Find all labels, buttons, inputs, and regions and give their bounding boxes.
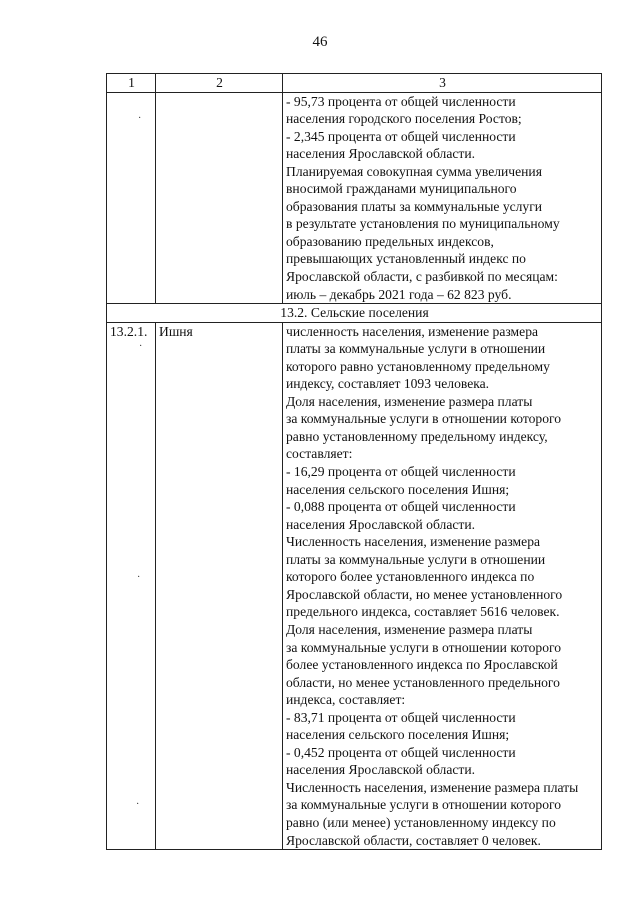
text-line: предельного индекса, составляет 5616 человек.: [286, 604, 560, 620]
section-title: 13.2. Сельские поселения: [107, 304, 602, 323]
text-line: населения Ярославской области.: [286, 146, 476, 162]
scan-speck: ·: [138, 113, 142, 124]
text-line: - 16,29 процента от общей численности: [286, 464, 516, 480]
text-line: индексу, составляет 1093 человека.: [286, 376, 490, 392]
text-line: Доля населения, изменение размера платы: [286, 621, 533, 637]
continuation-text: [286, 93, 599, 304]
text-line: равно (или менее) установленному индексу по: [286, 814, 556, 830]
text-line: - 0,088 процента от общей численности: [286, 499, 516, 515]
text-line: Численность населения, изменение размера платы: [286, 779, 579, 795]
text-line: за коммунальные услуги в отношении которого: [286, 411, 562, 427]
continuation-number-cell: [107, 92, 156, 304]
text-line: индекса, составляет:: [286, 692, 406, 708]
table-row-continuation: [107, 92, 602, 304]
table-row-ishnya: [107, 322, 602, 849]
row-number-cell: 13.2.1.: [107, 322, 156, 849]
text-line: Ярославской области, но менее установленного: [286, 586, 563, 602]
text-line: области, но менее установленного предельного: [286, 674, 560, 690]
continuation-text-cell: [283, 92, 602, 304]
text-line: населения сельского поселения Ишня;: [286, 727, 510, 743]
text-line: вносимой гражданами муниципального: [286, 181, 517, 197]
text-line: в результате установления по муниципальному: [286, 216, 560, 232]
text-line: образования платы за коммунальные услуги: [286, 198, 543, 214]
table-header-row: [107, 74, 602, 93]
text-line: Планируемая совокупная сумма увеличения: [286, 163, 542, 179]
ishnya-text: [286, 323, 599, 849]
text-line: Ярославской области, с разбивкой по месяцам:: [286, 269, 558, 285]
text-line: июль – декабрь 2021 года – 62 823 руб.: [286, 286, 512, 302]
text-line: населения Ярославской области.: [286, 762, 476, 778]
document-table: [106, 73, 602, 850]
row-name-cell: Ишня: [156, 322, 283, 849]
text-line: - 95,73 процента от общей численности: [286, 93, 516, 109]
table-section-row: [107, 304, 602, 323]
text-line: населения Ярославской области.: [286, 516, 476, 532]
text-line: равно установленному предельному индексу,: [286, 428, 548, 444]
text-line: населения сельского поселения Ишня;: [286, 481, 510, 497]
continuation-name-cell: [156, 92, 283, 304]
text-line: Численность населения, изменение размера: [286, 534, 541, 550]
text-line: образованию предельных индексов,: [286, 233, 494, 249]
text-line: превышающих установленный индекс по: [286, 251, 526, 267]
scan-speck: ·: [139, 341, 143, 352]
text-line: - 83,71 процента от общей численности: [286, 709, 516, 725]
text-line: - 0,452 процента от общей численности: [286, 744, 516, 760]
header-col-1: 1: [107, 74, 156, 93]
text-line: населения городского поселения Ростов;: [286, 111, 522, 127]
text-line: которого равно установленному предельному: [286, 358, 550, 374]
text-line: Ярославской области, составляет 0 человек.: [286, 832, 541, 848]
header-col-2: 2: [156, 74, 283, 93]
text-line: которого более установленного индекса по: [286, 569, 535, 585]
text-line: за коммунальные услуги в отношении которого: [286, 639, 562, 655]
text-line: платы за коммунальные услуги в отношении: [286, 551, 546, 567]
scan-speck: ·: [137, 572, 141, 583]
text-line: Доля населения, изменение размера платы: [286, 393, 533, 409]
text-line: за коммунальные услуги в отношении которого: [286, 797, 562, 813]
text-line: - 2,345 процента от общей численности: [286, 128, 516, 144]
row-text-cell: [283, 322, 602, 849]
text-line: составляет:: [286, 446, 353, 462]
page-number: 46: [312, 34, 328, 50]
text-line: более установленного индекса по Ярославской: [286, 657, 558, 673]
text-line: платы за коммунальные услуги в отношении: [286, 341, 546, 357]
scan-speck: ·: [136, 799, 140, 810]
text-line: численность населения, изменение размера: [286, 323, 539, 339]
header-col-3: 3: [283, 74, 602, 93]
